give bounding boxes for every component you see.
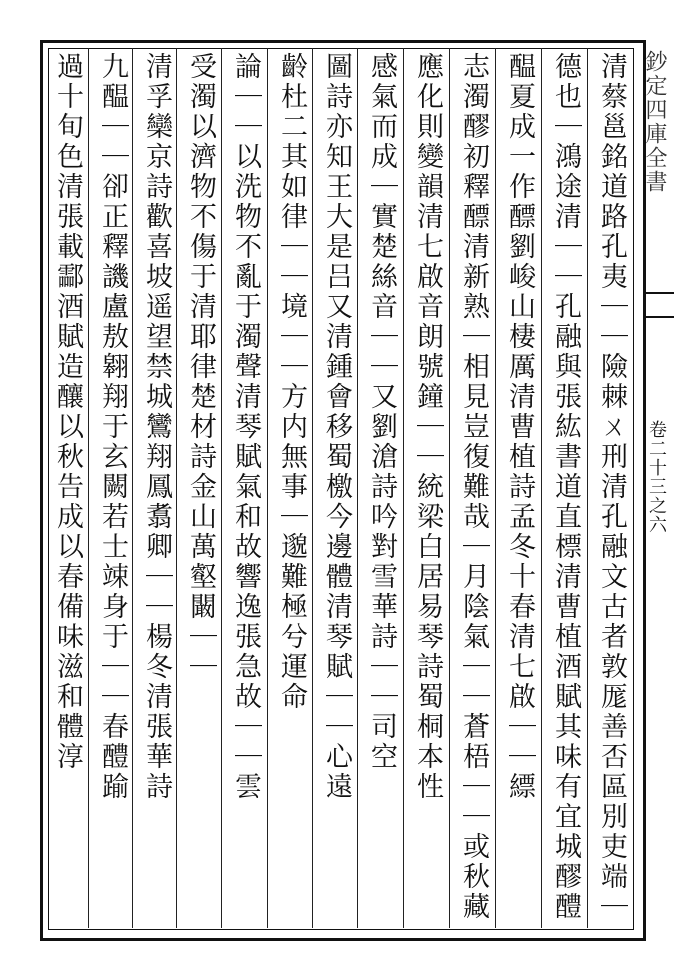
column-rule [541, 48, 542, 928]
text-column-2: 德也｜鴻途清｜｜孔融與張紘書道直標清曹植酒賦其味有宜城醪醴 [550, 52, 581, 922]
text-column-8: 齡杜二其如律｜｜境｜｜方内無事｜邈難極兮運命 [276, 52, 307, 712]
fishtail-mark [644, 316, 674, 318]
column-rule [221, 48, 222, 928]
text-column-3: 醖夏成一作醥劉峻山棲厲清曹植詩孟冬十春清七啟｜｜縹 [504, 52, 535, 802]
column-rule [88, 48, 89, 928]
column-rule [176, 48, 177, 928]
text-column-6: 感氣而成｜實楚絲音｜｜又劉滄詩吟對雪華詩｜｜司空 [366, 52, 397, 772]
column-rule [132, 48, 133, 928]
text-column-4: 志濁醪初釋醥清新熟｜相見豈復難哉｜月陰氣｜｜蒼梧｜｜或秋藏 [458, 52, 489, 922]
column-rule [312, 48, 313, 928]
column-rule [495, 48, 496, 928]
text-column-5: 應化則變韻清七啟音朗號鐘｜｜統梁白居易琴詩蜀桐本性 [412, 52, 443, 802]
text-column-12: 九醖｜｜卻正釋譏盧敖翱翔于玄闕若士竦身于｜｜春醴踰 [97, 52, 128, 802]
text-column-10: 受濁以濟物不傷于清耶律楚材詩金山萬壑闞｜｜ [185, 52, 216, 682]
book-title-margin: 鈔定四庫全書 [642, 50, 667, 194]
fishtail-mark [644, 292, 674, 294]
column-rule [267, 48, 268, 928]
column-rule [403, 48, 404, 928]
text-column-11: 清孚欒京詩歡喜坡遥望禁城鸞翔鳳翥卿｜｜楊冬清張華詩 [141, 52, 172, 802]
text-column-9: 論｜｜以洗物不亂于濁聲清琴賦氣和故響逸張急故｜｜雲 [230, 52, 261, 802]
volume-label: 卷二十三之六 [646, 420, 667, 534]
column-rule [357, 48, 358, 928]
text-column-1: 清蔡邕銘道路孔夷｜｜險棘ㄨ刑清孔融文古者敦厖善否區別吏端｜ [596, 52, 627, 922]
column-rule [449, 48, 450, 928]
column-rule [587, 48, 588, 928]
text-column-13: 過十旬色清張載酃酒賦造釀以秋告成以春備味滋和體淳 [52, 52, 83, 772]
text-column-7: 圖詩亦知王大是吕又清鍾會移蜀檄今邊體清琴賦｜｜心遠 [321, 52, 352, 802]
